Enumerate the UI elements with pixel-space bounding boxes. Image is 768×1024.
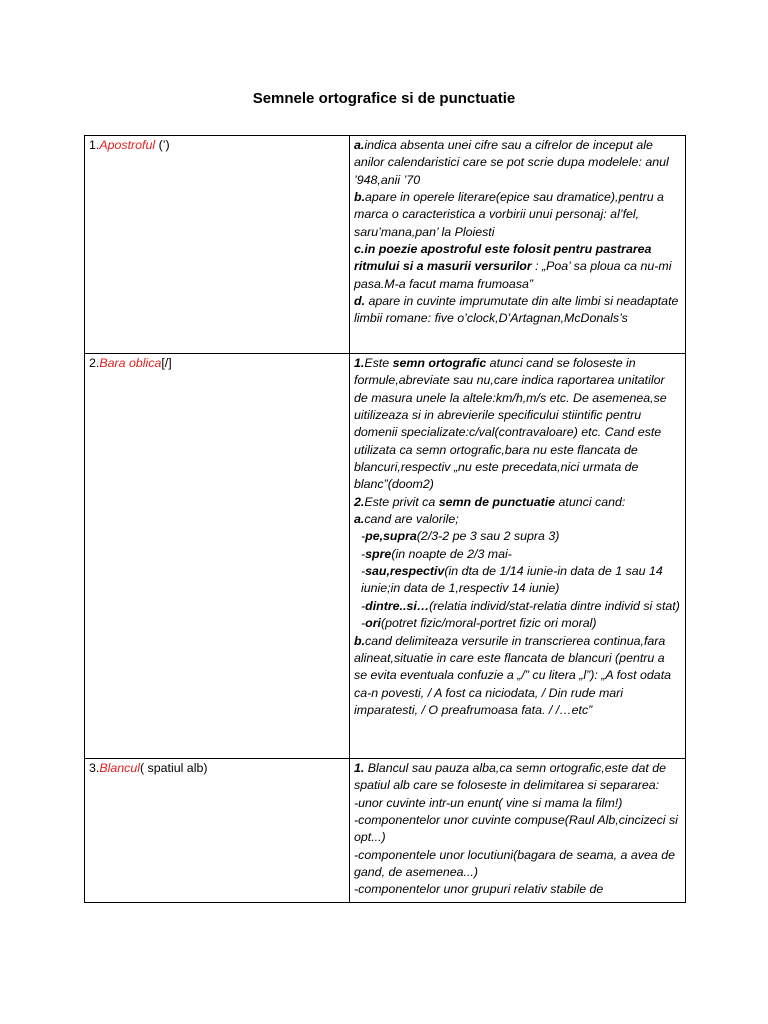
line-text: Este xyxy=(364,356,393,370)
description-line xyxy=(354,137,681,189)
sign-symbol: (’) xyxy=(155,138,170,152)
description-line xyxy=(354,795,681,812)
sign-description-cell xyxy=(350,136,686,354)
description-line xyxy=(354,494,681,511)
line-text: - xyxy=(361,616,366,631)
line-text-cont: (in noapte de 2/3 mai- xyxy=(391,546,512,561)
bold-marker: b. xyxy=(354,633,366,648)
description-line xyxy=(354,633,681,720)
line-text: - xyxy=(361,564,366,579)
description-line xyxy=(354,847,681,882)
bold-term: sau,respectiv xyxy=(365,564,445,579)
page-title: Semnele ortografice si de punctuatie xyxy=(252,90,516,107)
sign-description-cell xyxy=(350,354,686,759)
bold-marker: a. xyxy=(354,138,365,152)
description-line xyxy=(354,563,681,598)
line-text: -componentele unor locutiuni(bagara de seama, a avea de gand, de asemenea...) xyxy=(354,847,675,880)
sign-name: Apostroful xyxy=(99,138,156,152)
bold-term: semn ortografic xyxy=(392,356,487,370)
bold-marker: c.in poezie apostroful este folosit pentru pastrarea ritmului si a masurii versurilor xyxy=(354,242,652,274)
line-text-cont: atunci cand se foloseste in formule,abreviate sau nu,care indica raportarea unitatilor de masura unele la altele:km/h,m/s etc. De asemenea,se uitilizeaza si in abrevierile specificului stiintific pentru domenii specializate:c/val(contravaloare) etc. Cand este utilizata ca semn ortografic,bara nu este flancata de blancuri,respectiv „nu este precedata,nici urmata de blanc”(doom2) xyxy=(354,356,667,492)
line-text-cont: (relatia individ/stat-relatia dintre individ si stat) xyxy=(429,598,680,613)
bold-term: pe,supra xyxy=(365,529,417,544)
table-row xyxy=(85,136,686,354)
bold-marker: d. xyxy=(354,294,366,309)
bold-term: spre xyxy=(365,546,392,561)
bold-term: ori xyxy=(365,616,381,631)
sign-symbol: ( spatiul alb) xyxy=(139,761,208,775)
description-line xyxy=(354,812,681,847)
sign-name-cell xyxy=(85,354,350,759)
bold-marker: 2. xyxy=(354,494,365,509)
description-line xyxy=(354,760,681,795)
description-line xyxy=(354,881,681,898)
description-line xyxy=(354,189,681,241)
sign-number: 2. xyxy=(89,356,100,370)
sign-number: 3. xyxy=(89,761,100,775)
bold-marker: a. xyxy=(354,512,365,527)
description-line xyxy=(354,355,681,494)
sign-symbol: [/] xyxy=(161,356,172,370)
line-text: - xyxy=(361,598,366,613)
description-line xyxy=(354,241,681,293)
bold-term: semn de punctuatie xyxy=(438,494,556,509)
line-text-cont: atunci cand: xyxy=(555,494,626,509)
description-line xyxy=(354,293,681,328)
line-text: - xyxy=(361,546,366,561)
bold-marker: 1. xyxy=(354,356,365,370)
table-row xyxy=(85,759,686,903)
line-text: - xyxy=(361,529,366,544)
bold-marker: 1. xyxy=(354,761,365,775)
sign-name: Blancul xyxy=(99,761,140,775)
line-text: apare in operele literare(epice sau dramatice),pentru a marca o caracteristica a vorbirii unui personaj: al’fel, saru’mana,pan’ la Ploiesti xyxy=(354,190,664,239)
line-text: apare in cuvinte imprumutate din alte limbi si neadaptate limbii romane: five o’clock,D’Artagnan,McDonals’s xyxy=(354,294,679,326)
line-text: -unor cuvinte intr-un enunt( vine si mama la film!) xyxy=(354,795,623,810)
sign-name-cell xyxy=(85,759,350,903)
description-line xyxy=(354,528,681,545)
bold-term: dintre..si… xyxy=(365,598,430,613)
punctuation-table xyxy=(84,135,686,903)
line-text-cont: (2/3-2 pe 3 sau 2 supra 3) xyxy=(416,529,560,544)
sign-name: Bara oblica xyxy=(99,356,162,370)
line-text: Blancul sau pauza alba,ca semn ortografic,este dat de spatiul alb care se foloseste in delimitarea si separarea: xyxy=(354,761,667,793)
description-line xyxy=(354,598,681,615)
line-text: cand are valorile; xyxy=(364,512,459,527)
line-text: -componentelor unor grupuri relativ stabile de xyxy=(354,882,604,897)
description-line xyxy=(354,546,681,563)
description-line xyxy=(354,615,681,632)
sign-name-cell xyxy=(85,136,350,354)
table-row xyxy=(85,354,686,759)
line-text-cont: (potret fizic/moral-portret fizic ori moral) xyxy=(380,616,597,631)
line-text: indica absenta unei cifre sau a cifrelor de inceput ale anilor calendaristici care se pot scrie dupa modelele: anul ’948,anii ’70 xyxy=(354,138,669,187)
line-text-cont: (in dta de 1/14 iunie-in data de 1 sau 14 iunie;in data de 1,respectiv 14 iunie) xyxy=(361,564,663,596)
line-text: cand delimiteaza versurile in transcrierea continua,fara alineat,situatie in care este flancata de blancuri (pentru a se evita eventuala confuzie a „/” cu litera „l”): „A fost odata ca-n povesti, / A fost ca niciodata, / Din rude mari imparatesti, / O preafrumoasa fata. / /…etc” xyxy=(354,633,672,717)
sign-number: 1. xyxy=(89,138,100,152)
bold-marker: b. xyxy=(354,190,366,205)
line-text: : „Poa’ sa ploua ca nu-mi pasa.M-a facut mama frumoasa” xyxy=(354,259,672,291)
line-text: -componentelor unor cuvinte compuse(Raul Alb,cincizeci si opt...) xyxy=(354,813,678,845)
line-text: Este privit ca xyxy=(364,494,439,509)
sign-description-cell xyxy=(350,759,686,903)
description-line xyxy=(354,511,681,528)
